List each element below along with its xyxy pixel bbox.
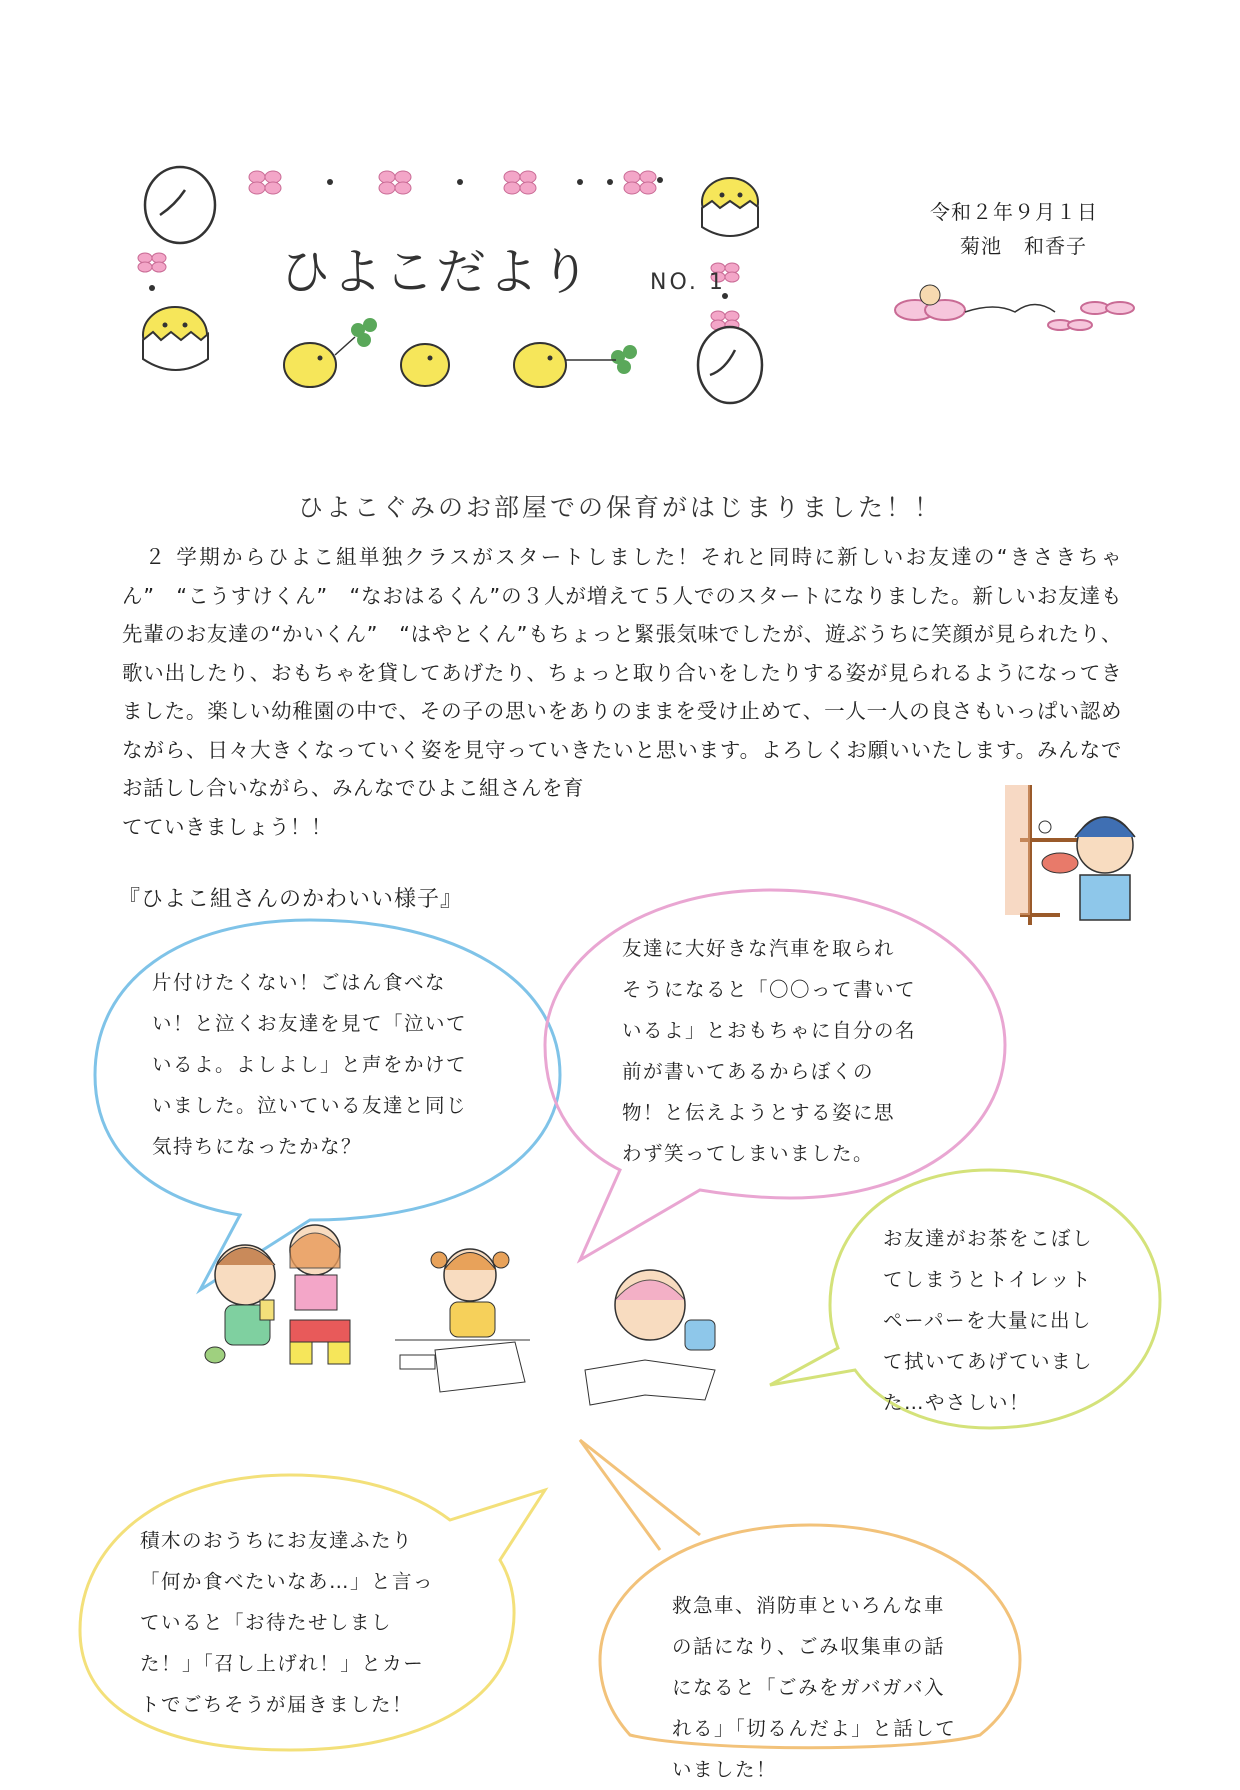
author-family-name: 菊池 bbox=[960, 234, 1002, 258]
issue-date: 令和２年９月１日 bbox=[930, 200, 1098, 224]
intro-paragraph: ２ 学期からひよこ組単独クラスがスタートしました！それと同時に新しいお友達の“きさきちゃん” “こうすけくん” “なおはるくん”の３人が増えて５人でのスタートになりました。新しいお友達も先輩のお友達の“かいくん” “はやとくん”もちょっと緊張気味でしたが、遊ぶうちに笑顔が見られたり、歌い出したり、おもちゃを貸してあげたり、ちょっと取り合いをしたりする姿が見られるようになってきました。楽しい幼稚園の中で、その子の思いをありのままを受け止めて、一人一人の良さもいっぱい認めながら、日々大きくなっていく姿を見守っていきたいと思います。よろしくお願いいたします。みんなでお話しし合いながら、みんなでひよこ組さんを育 てていきましょう！！ bbox=[122, 545, 1122, 839]
bubble-text-2: 友達に大好きな汽車を取られ そうになると「〇〇って書いて いるよ」とおもちゃに自分の名 前が書いてあるからぼくの 物！と伝えようとする姿に思 わず笑ってしまいました。 bbox=[622, 937, 917, 1165]
bubble-text-3: お友達がお茶をこぼし てしまうとトイレット ペーパーを大量に出し て拭いてあげていまし た…やさしい！ bbox=[883, 1227, 1094, 1414]
boy-reading-icon bbox=[585, 1270, 715, 1405]
girl-with-blocks-icon bbox=[290, 1225, 350, 1364]
boy-with-cup-icon bbox=[205, 1245, 275, 1363]
section-title: 『ひよこ組さんのかわいい様子』 bbox=[118, 887, 464, 912]
girl-drawing-icon bbox=[395, 1249, 530, 1392]
author-given-name: 和香子 bbox=[1024, 234, 1087, 258]
newsletter-title: ひよこだより bbox=[280, 243, 592, 301]
bubble-text-1: 片付けたくない！ごはん食べな い！と泣くお友達を見て「泣いて いるよ。よしよし」と声をかけて いました。泣いている友達と同じ 気持ちになったかな？ bbox=[152, 971, 468, 1158]
headline: ひよこぐみのお部屋での保育がはじまりました！！ bbox=[297, 493, 942, 522]
issue-number: NO. 1 bbox=[650, 270, 726, 295]
bubble-text-4: 積木のおうちにお友達ふたり 「何か食べたいなあ…」と言っ ていると「お待たせしまし た！」「召し上げれ！」とカー トでごちそうが届きました！ bbox=[140, 1529, 435, 1716]
bubble-text-5: 救急車、消防車といろんな車 の話になり、ごみ収集車の話 になると「ごみをガバガバ入 れる」「切るんだよ」と話して いました！ bbox=[672, 1594, 957, 1781]
children-playing-illustration bbox=[195, 1220, 735, 1420]
